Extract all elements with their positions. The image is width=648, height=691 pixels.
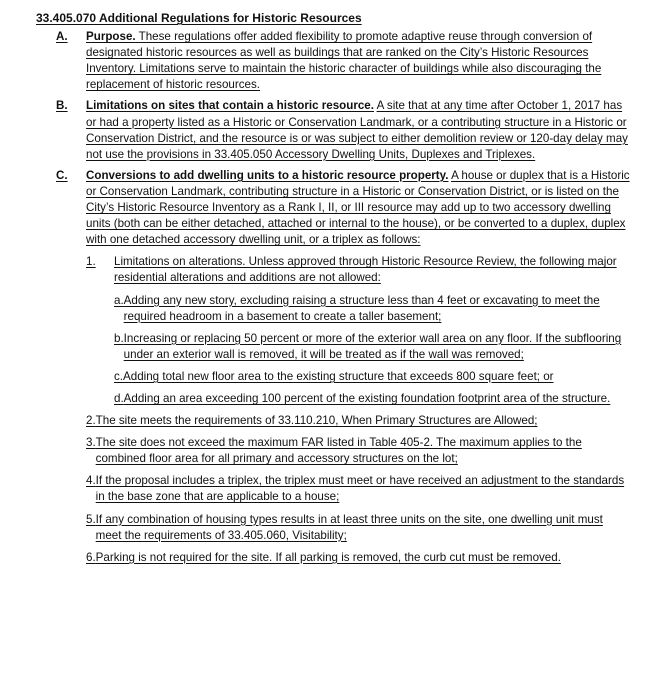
section-title: 33.405.070 Additional Regulations for Historic Resources xyxy=(36,11,362,25)
list-item-5-marker: 5. xyxy=(86,512,96,526)
list-item-4-marker: 4. xyxy=(86,474,96,488)
sub-item-b-marker: b. xyxy=(114,331,124,345)
list-item-5-text: If any combination of housing types results in at least three units on the site, one dwelling unit must meet the requirements of 33.405.060, Visitability; xyxy=(95,512,603,542)
sub-item-d xyxy=(114,391,630,407)
sub-item-c-text: Adding total new floor area to the existing structure that exceeds 800 square feet; or xyxy=(123,369,554,383)
section-a-marker: A. xyxy=(56,30,68,44)
section-c xyxy=(36,168,630,566)
list-item-2-text: The site meets the requirements of 33.110.210, When Primary Structures are Allowed; xyxy=(95,414,538,428)
lettered-list xyxy=(86,293,630,408)
sub-item-b-text: Increasing or replacing 50 percent or more of the exterior wall area on any floor. If the subflooring under an exterior wall is removed, it will be treated as if the wall was removed; xyxy=(123,331,622,361)
list-item-5 xyxy=(86,512,630,544)
list-item-2-marker: 2. xyxy=(86,414,96,428)
section-b xyxy=(36,98,630,162)
list-item-6 xyxy=(86,550,630,566)
section-a-text: These regulations offer added flexibility to promote adaptive reuse through conversion of designated historic resources as well as buildings that are ranked on the City’s Historic Resources Inventory. Limitations serve to maintain the historic character of buildings while also discouraging the replacement of historic resources. xyxy=(86,30,602,92)
sub-item-a xyxy=(114,293,630,325)
sub-item-a-text: Adding any new story, excluding raising a structure less than 4 feet or excavating to meet the required headroom in a basement to create a taller basement; xyxy=(123,293,600,323)
section-b-marker: B. xyxy=(56,99,68,113)
section-c-text: A house or duplex that is a Historic or Conservation Landmark, contributing structure in a Historic or Conservation District, or is listed on the City’s Historic Resource Inventory as a Rank I, II, or III resource may add up to two accessory dwelling units (both can be either detached, attached or internal to the house), or be converted to a duplex, duplex with one detached accessory dwelling unit, or a triplex as follows: xyxy=(86,168,630,247)
section-c-body xyxy=(86,168,630,248)
section-b-body xyxy=(86,98,630,162)
sub-item-d-text: Adding an area exceeding 100 percent of the existing foundation footprint area of the structure. xyxy=(123,391,611,405)
list-item-6-text: Parking is not required for the site. If all parking is removed, the curb cut must be removed. xyxy=(95,550,561,564)
list-item-3 xyxy=(86,435,630,467)
section-a-body xyxy=(86,29,630,93)
section-c-heading: Conversions to add dwelling units to a historic resource property. xyxy=(86,168,449,182)
section-a xyxy=(36,29,630,93)
sub-item-c xyxy=(114,369,630,385)
sub-item-b xyxy=(114,331,630,363)
list-item-4 xyxy=(86,473,630,505)
list-item-1 xyxy=(86,254,630,407)
list-item-1-marker: 1. xyxy=(86,255,96,269)
section-c-marker: C. xyxy=(56,168,68,182)
list-item-3-text: The site does not exceed the maximum FAR listed in Table 405-2. The maximum applies to the combined floor area for all primary and accessory structures on the lot; xyxy=(95,436,582,466)
list-item-6-marker: 6. xyxy=(86,550,96,564)
list-item-4-text: If the proposal includes a triplex, the triplex must meet or have received an adjustment to the standards in the base zone that are applicable to a house; xyxy=(95,474,625,504)
sub-item-a-marker: a. xyxy=(114,293,124,307)
list-item-3-marker: 3. xyxy=(86,436,96,450)
numbered-list xyxy=(36,254,630,566)
sub-item-d-marker: d. xyxy=(114,391,124,405)
section-a-heading: Purpose. xyxy=(86,30,136,44)
sub-item-c-marker: c. xyxy=(114,369,124,383)
list-item-1-text: Limitations on alterations. Unless approved through Historic Resource Review, the following major residential alterations and additions are not allowed: xyxy=(114,255,617,285)
section-b-text: A site that at any time after October 1, 2017 has or had a property listed as a Historic or Conservation Landmark, or a contributing structure in a Historic or Conservation District, and the resource is or was subject to either demolition review or 120-day delay may not use the provisions in 33.405.050 Accessory Dwelling Units, Duplexes and Triplexes. xyxy=(86,99,628,161)
section-b-heading: Limitations on sites that contain a historic resource. xyxy=(86,99,374,113)
list-item-2 xyxy=(86,413,630,429)
